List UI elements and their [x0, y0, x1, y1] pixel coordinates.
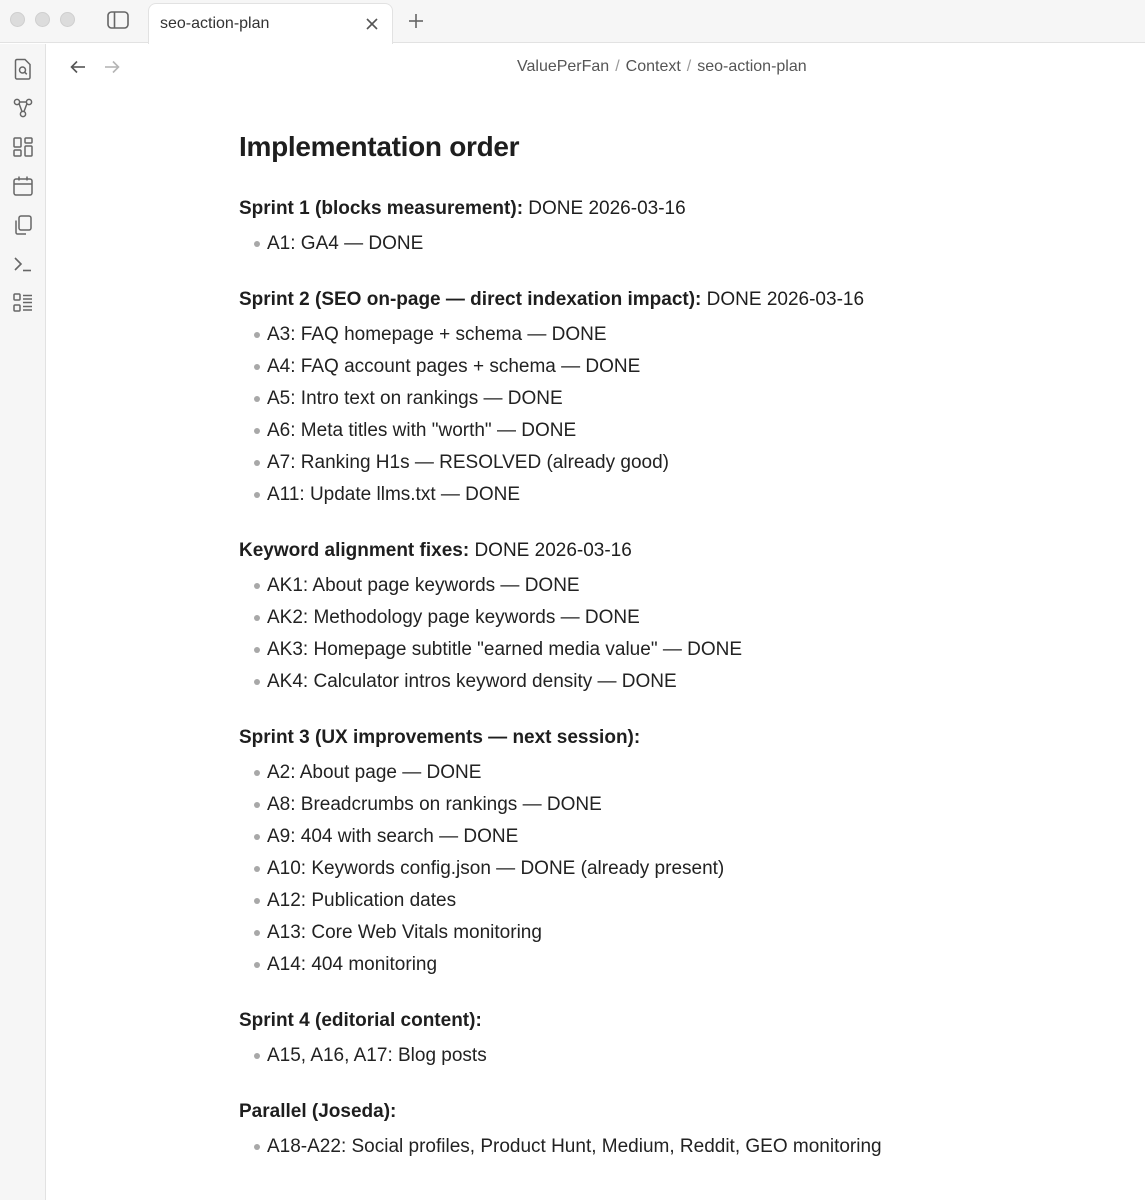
copy-icon[interactable]	[7, 210, 39, 240]
breadcrumb-item-context[interactable]: Context	[625, 58, 681, 75]
sidebar-toggle-icon[interactable]	[105, 8, 131, 32]
list-item: AK3: Homepage subtitle "earned media value" — DONE	[239, 634, 1059, 666]
section-heading: Keyword alignment fixes: DONE 2026-03-16	[239, 540, 632, 561]
breadcrumb-separator: /	[686, 58, 692, 75]
list-item: A12: Publication dates	[239, 885, 1059, 917]
tab-label: seo-action-plan	[160, 15, 270, 32]
list-item: A7: Ranking H1s — RESOLVED (already good)	[239, 447, 1059, 479]
list-item: A1: GA4 — DONE	[239, 228, 1059, 260]
section-sprint-4	[239, 1009, 1059, 1072]
section-sprint-2	[239, 288, 1059, 511]
search-file-icon[interactable]	[7, 54, 39, 84]
section-parallel	[239, 1100, 1059, 1163]
section-heading: Sprint 3 (UX improvements — next session):	[239, 727, 641, 748]
back-arrow-icon[interactable]	[66, 55, 90, 79]
close-icon[interactable]	[362, 14, 382, 34]
section-heading: Sprint 1 (blocks measurement): DONE 2026-03-16	[239, 198, 686, 219]
section-heading: Sprint 2 (SEO on-page — direct indexation impact): DONE 2026-03-16	[239, 289, 865, 310]
list-item: A18-A22: Social profiles, Product Hunt, Medium, Reddit, GEO monitoring	[239, 1131, 1059, 1163]
section-keyword-alignment	[239, 539, 1059, 698]
list-icon[interactable]	[7, 288, 39, 318]
list-item: A5: Intro text on rankings — DONE	[239, 383, 1059, 415]
list-item: A9: 404 with search — DONE	[239, 821, 1059, 853]
close-window-button[interactable]	[10, 12, 25, 27]
section-heading: Sprint 4 (editorial content):	[239, 1010, 482, 1031]
section-sprint-3	[239, 726, 1059, 981]
note-content[interactable]	[239, 128, 1059, 1191]
list-item: A8: Breadcrumbs on rankings — DONE	[239, 789, 1059, 821]
breadcrumb-separator: /	[615, 58, 620, 75]
list-item: A3: FAQ homepage + schema — DONE	[239, 319, 1059, 351]
list-item: AK1: About page keywords — DONE	[239, 570, 1059, 602]
section-heading: Parallel (Joseda):	[239, 1101, 397, 1122]
terminal-icon[interactable]	[7, 249, 39, 279]
list-item: A2: About page — DONE	[239, 757, 1059, 789]
maximize-window-button[interactable]	[60, 12, 75, 27]
section-sprint-1	[239, 197, 1059, 260]
title-bar	[0, 0, 1145, 43]
list-item: AK4: Calculator intros keyword density — DONE	[239, 666, 1059, 698]
list-item: AK2: Methodology page keywords — DONE	[239, 602, 1059, 634]
breadcrumb	[517, 58, 807, 76]
forward-arrow-icon[interactable]	[100, 55, 124, 79]
calendar-icon[interactable]	[7, 171, 39, 201]
list-item: A13: Core Web Vitals monitoring	[239, 917, 1059, 949]
tab-seo-action-plan[interactable]	[148, 3, 393, 44]
minimize-window-button[interactable]	[35, 12, 50, 27]
list-item: A15, A16, A17: Blog posts	[239, 1040, 1059, 1072]
page-title: Implementation order	[239, 131, 520, 162]
new-tab-icon[interactable]	[403, 8, 429, 34]
list-item: A6: Meta titles with "worth" — DONE	[239, 415, 1059, 447]
list-item: A10: Keywords config.json — DONE (already present)	[239, 853, 1059, 885]
graph-icon[interactable]	[7, 93, 39, 123]
list-item: A4: FAQ account pages + schema — DONE	[239, 351, 1059, 383]
grid-icon[interactable]	[7, 132, 39, 162]
left-ribbon	[0, 44, 46, 1200]
list-item: A14: 404 monitoring	[239, 949, 1059, 981]
breadcrumb-item-current-note[interactable]: seo-action-plan	[697, 58, 807, 75]
list-item: A11: Update llms.txt — DONE	[239, 479, 1059, 511]
breadcrumb-item-valueperfan[interactable]: ValuePerFan	[517, 58, 610, 75]
